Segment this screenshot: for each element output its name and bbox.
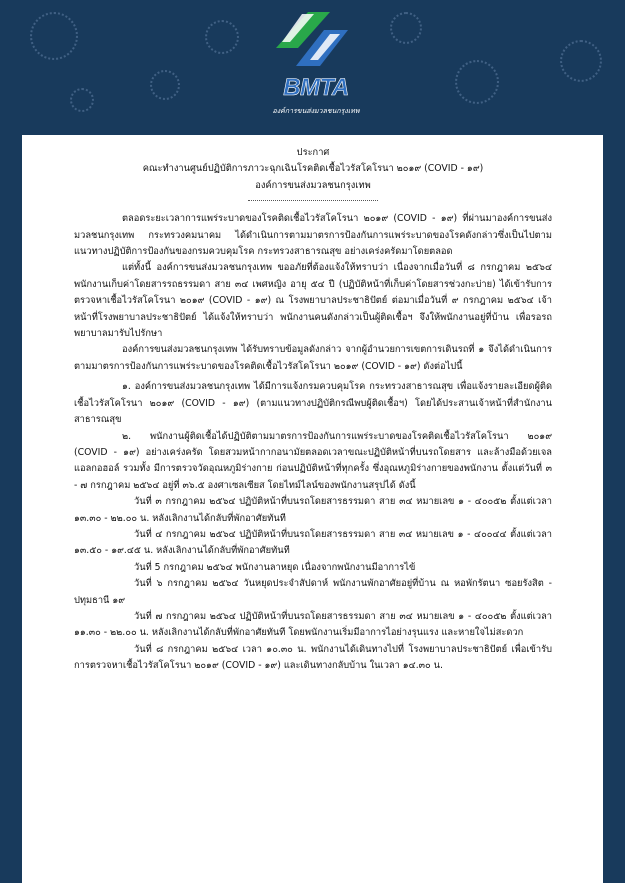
paragraph-action-2: ๒. พนักงานผู้ติดเชื้อได้ปฏิบัติตามมาตรการป้องกันการแพร่ระบาดของโรคติดเชื้อไวรัสโคโรนา ๒๐๑๙ (COVID - ๑๙) อย่างเคร่งครัด โดยสวมหน้ากากอนามัยตลอดเวลาขณะปฏิบัติหน้าที่บนรถโดยสาร และล้างมือด้วยเจลแอลกอฮอล์ รวมทั้ง มีการตรวจวัดอุณหภูมิร่างกาย ก่อนปฏิบัติหน้าที่ทุกครั้ง ซึ่งอุณหภูมิร่างกายของพนักงาน ตั้งแต่วันที่ ๓ - ๗ กรกฎาคม ๒๕๖๔ อยู่ที่ ๓๖.๕ องศาเซลเซียส โดยไทม์ไลน์ของพนักงานสรุปได้ ดังนี้ (74, 430, 552, 491)
paragraph-action-1: ๑. องค์การขนส่งมวลชนกรุงเทพ ได้มีการแจ้งกรมควบคุมโรค กระทรวงสาธารณสุข เพื่อแจ้งรายละเอียดผู้ติดเชื้อไวรัสโคโรนา ๒๐๑๙ (COVID - ๑๙) (ตามแนวทางปฏิบัติกรณีพบผู้ติดเชื้อฯ) โดยได้ประสานเจ้าหน้าที่สำนักงานสาธารณสุข (74, 381, 552, 426)
virus-decoration (560, 40, 602, 82)
document-organization: องค์การขนส่งมวลชนกรุงเทพ (255, 179, 371, 191)
logo-wordmark: BMTA (283, 74, 349, 101)
document-subheading: คณะทำงานศูนย์ปฏิบัติการภาวะฉุกเฉินโรคติดเชื้อไวรัสโคโรนา ๒๐๑๙ (COVID - ๑๙) (142, 163, 484, 175)
virus-decoration (390, 12, 422, 44)
timeline-item: วันที่ ๖ กรกฎาคม ๒๕๖๔ วันหยุดประจำสัปดาห์ พนักงานพักอาศัยอยู่ที่บ้าน ณ หอพักรัตนา ซอยรังสิต - ปทุมธานี ๑๙ (74, 578, 552, 606)
virus-decoration (70, 88, 94, 112)
paragraph-actions-intro: องค์การขนส่งมวลชนกรุงเทพ ได้รับทราบข้อมูลดังกล่าว จากผู้อำนวยการเขตการเดินรถที่ ๑ จึงได้ดำเนินการตามมาตรการป้องกันการแพร่ระบาดของโรคติดเชื้อไวรัสโคโรนา ๒๐๑๙ (COVID - ๑๙) ดังต่อไปนี้ (74, 344, 552, 372)
virus-decoration (455, 60, 499, 104)
announcement-document (22, 135, 603, 883)
bmta-logo (268, 8, 364, 128)
virus-decoration (30, 12, 78, 60)
paragraph-case-report: แต่ทั้งนี้ องค์การขนส่งมวลชนกรุงเทพ ขออภัยที่ต้องแจ้งให้ทราบว่า เนื่องจากเมื่อวันที่ ๘ กรกฎาคม ๒๕๖๔ พนักงานเก็บค่าโดยสารรถธรรมดา สาย ๓๔ เพศหญิง อายุ ๕๔ ปี (ปฏิบัติหน้าที่เก็บค่าโดยสารช่วงกะบ่าย) ได้เข้ารับการตรวจหาเชื้อไวรัสโคโรนา ๒๐๑๙ (COVID - ๑๙) ณ โรงพยาบาลประชาธิปัตย์ ต่อมาเมื่อวันที่ ๙ กรกฎาคม ๒๕๖๔ เจ้าหน้าที่โรงพยาบาลประชาธิปัตย์ ได้แจ้งให้ทราบว่า พนักงานคนดังกล่าวเป็นผู้ติดเชื้อฯ จึงให้พนักงานอยู่ที่บ้าน เพื่อรอรถพยาบาลมารับไปรักษา (74, 262, 552, 340)
timeline-item: วันที่ 5 กรกฎาคม ๒๕๖๔ พนักงานลาหยุด เนื่องจากพนักงานมีอาการไข้ (134, 561, 416, 573)
paragraph-background: ตลอดระยะเวลาการแพร่ระบาดของโรคติดเชื้อไวรัสโคโรนา ๒๐๑๙ (COVID - ๑๙) ที่ผ่านมาองค์การขนส่งมวลชนกรุงเทพ กระทรวงคมนาคม ได้ดำเนินการตามมาตรการป้องกันการแพร่ระบาดของโรคดังกล่าวซึ่งเป็นไปตามแนวทางปฏิบัติการป้องกันของกรมควบคุมโรค กระทรวงสาธารณสุข อย่างเคร่งครัดมาโดยตลอด (74, 213, 552, 258)
timeline-item: วันที่ ๓ กรกฎาคม ๒๕๖๔ ปฏิบัติหน้าที่บนรถโดยสารธรรมดา สาย ๓๔ หมายเลข ๑ - ๔๐๐๕๒ ตั้งแต่เวลา ๑๓.๓๐ - ๒๒.๐๐ น. หลังเลิกงานได้กลับที่พักอาศัยทันที (74, 496, 552, 524)
logo-subtitle: องค์การขนส่งมวลชนกรุงเทพ (272, 107, 360, 115)
bmta-emblem-icon (268, 8, 364, 78)
virus-decoration (205, 20, 239, 54)
document-heading: ประกาศ (296, 147, 330, 158)
timeline-item: วันที่ ๘ กรกฎาคม ๒๕๖๔ เวลา ๑๐.๓๐ น. พนักงานได้เดินทางไปที่ โรงพยาบาลประชาธิปัตย์ เพื่อเข้ารับการตรวจหาเชื้อไวรัสโคโรนา ๒๐๑๙ (COVID - ๑๙) และเดินทางกลับบ้าน ในเวลา ๑๔.๓๐ น. (74, 643, 552, 672)
timeline-item: วันที่ ๔ กรกฎาคม ๒๕๖๔ ปฏิบัติหน้าที่บนรถโดยสารธรรมดา สาย ๓๔ หมายเลข ๑ - ๔๐๐๔๔ ตั้งแต่เวลา ๑๓.๕๐ - ๑๙.๔๕ น. หลังเลิกงานได้กลับที่พักอาศัยทันที (74, 528, 552, 557)
document-body (74, 145, 552, 675)
virus-decoration (150, 70, 180, 100)
divider (248, 198, 378, 201)
timeline-item: วันที่ ๗ กรกฎาคม ๒๕๖๔ ปฏิบัติหน้าที่บนรถโดยสารธรรมดา สาย ๓๔ หมายเลข ๑ - ๔๐๐๕๒ ตั้งแต่เวลา ๑๑.๓๐ - ๒๒.๐๐ น. หลังเลิกงานได้กลับที่พักอาศัยทันที โดยพนักงานเริ่มมีอาการไอย่างรุนแรง และหายใจไม่สะดวก (74, 610, 552, 639)
